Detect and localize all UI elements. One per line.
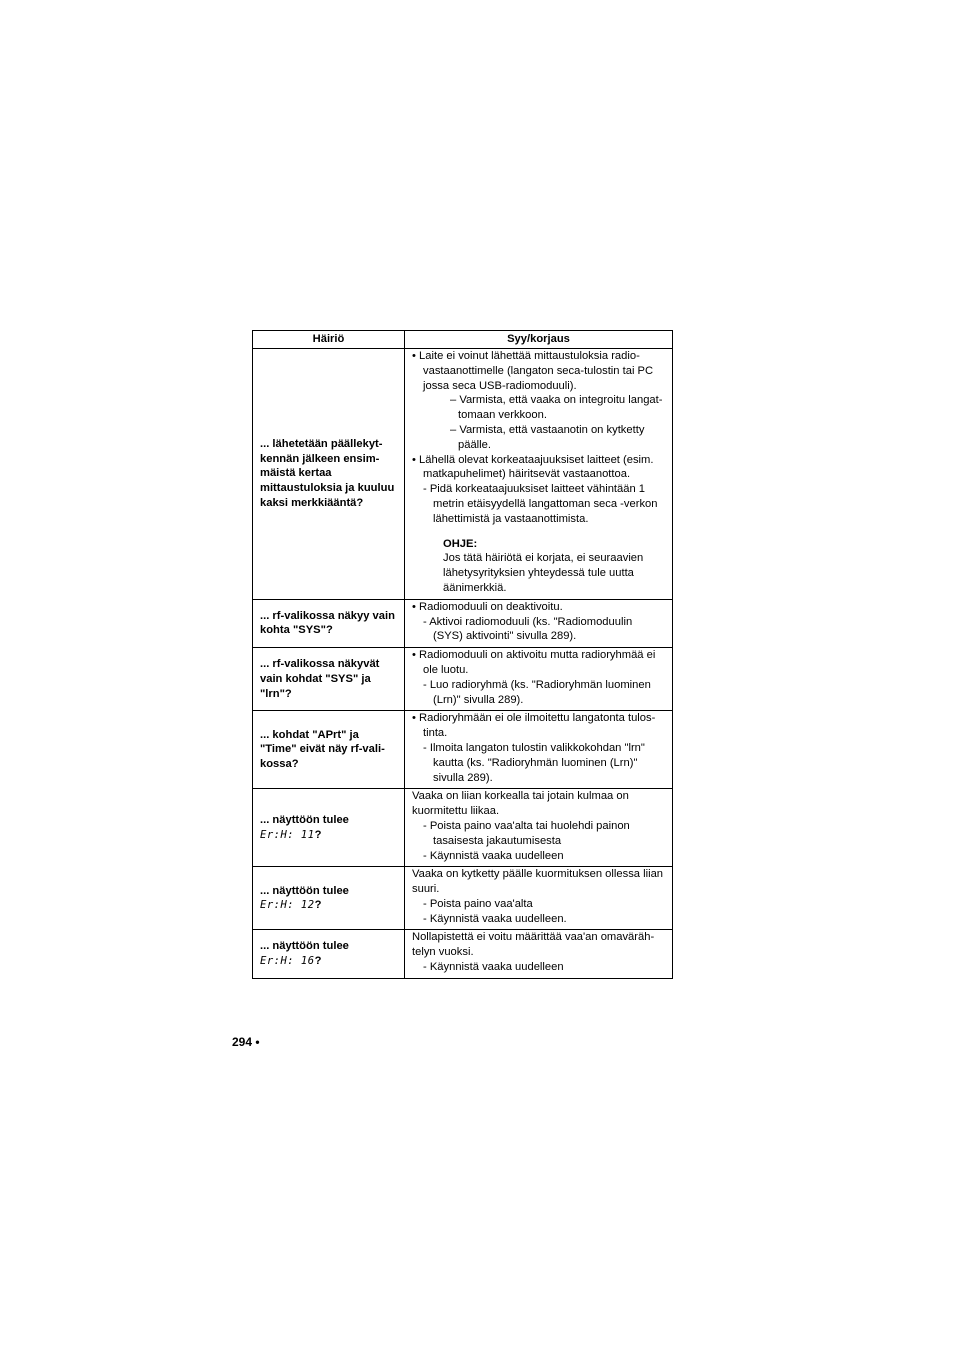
troubleshooting-table [252, 330, 673, 979]
bullet-item: • Radioryhmään ei ole ilmoitettu langatonta tulos- [412, 712, 656, 725]
note-text: Jos tätä häiriötä ei korjata, ei seuraavien [443, 552, 644, 565]
fault-text: ... rf-valikossa näkyy vain [260, 609, 395, 622]
fault-cell [253, 789, 405, 867]
table-header-row [253, 331, 673, 349]
fault-text: ... rf-valikossa näkyvät [260, 658, 380, 671]
bullet-item-cont: jossa seca USB-radiomoduuli). [423, 379, 577, 392]
sub-item: - Poista paino vaa'alta tai huolehdi painon [423, 819, 630, 832]
dash-item: – Varmista, että vaaka on integroitu langat- [450, 394, 663, 407]
bullet-item-cont: matkapuhelimet) häiritsevät vastaanottoa. [423, 468, 631, 481]
error-code: Er:H: 12 [260, 899, 315, 912]
fault-text: ... näyttöön tulee [260, 884, 349, 897]
table-row [253, 930, 673, 978]
sub-item-cont: kautta (ks. "Radioryhmän luominen (Lrn)" [433, 756, 638, 769]
fix-cell [405, 349, 673, 600]
fault-text: mäistä kertaa [260, 467, 332, 480]
fault-text: mittaustuloksia ja kuuluu [260, 482, 395, 495]
table-row [253, 648, 673, 711]
fix-cell [405, 648, 673, 711]
fault-code-line: Er:H: 16? [260, 955, 322, 968]
plain-text: telyn vuoksi. [412, 946, 474, 959]
header-fault: Häiriö [253, 331, 405, 349]
fault-code-line: Er:H: 11? [260, 828, 322, 841]
bullet-item: • Laite ei voinut lähettää mittaustuloksia radio- [412, 350, 640, 362]
plain-text: kuormitettu liikaa. [412, 805, 500, 818]
fault-cell [253, 349, 405, 600]
error-code: Er:H: 16 [260, 955, 315, 968]
fault-cell [253, 599, 405, 647]
dash-item-cont: tomaan verkkoon. [458, 409, 547, 422]
plain-text: Vaaka on liian korkealla tai jotain kulmaa on [412, 790, 629, 803]
plain-text: Nollapistettä ei voitu määrittää vaa'an omaväräh- [412, 931, 655, 944]
table-row [253, 711, 673, 789]
header-cause-fix: Syy/korjaus [405, 331, 673, 349]
bullet-item: • Radiomoduuli on aktivoitu mutta radioryhmää ei [412, 649, 656, 662]
sub-item: - Ilmoita langaton tulostin valikkokohdan "lrn" [423, 741, 645, 754]
sub-item-cont: tasaisesta jakautumisesta [433, 834, 562, 847]
fault-text: "lrn"? [260, 687, 292, 700]
bullet-item: • Radiomoduuli on deaktivoitu. [412, 600, 563, 613]
sub-item-cont: metrin etäisyydellä langattoman seca -verkon [433, 497, 658, 510]
fault-cell [253, 930, 405, 978]
fault-cell [253, 648, 405, 711]
error-code: Er:H: 11 [260, 828, 315, 841]
sub-item: - Käynnistä vaaka uudelleen. [423, 912, 567, 925]
bullet-item-cont: ole luotu. [423, 663, 469, 676]
fault-text: ... lähetetään päällekyt- [260, 437, 383, 450]
sub-item-cont: sivulla 289). [433, 771, 493, 784]
fix-cell [405, 711, 673, 789]
sub-item-cont: (Lrn)" sivulla 289). [433, 693, 524, 706]
bullet-item-cont: tinta. [423, 727, 448, 740]
table-row [253, 867, 673, 930]
sub-item: - Käynnistä vaaka uudelleen [423, 961, 564, 974]
table-row [253, 789, 673, 867]
fault-cell [253, 867, 405, 930]
fix-cell [405, 867, 673, 930]
fault-text: kossa? [260, 758, 299, 771]
bullet-item-cont: vastaanottimelle (langaton seca-tulostin tai PC [423, 364, 654, 377]
fault-text: kennän jälkeen ensim- [260, 452, 380, 465]
sub-item: - Pidä korkeataajuuksiset laitteet vähintään 1 [423, 483, 646, 496]
fix-cell [405, 789, 673, 867]
sub-item: - Luo radioryhmä (ks. "Radioryhmän luominen [423, 678, 651, 691]
plain-text: suuri. [412, 883, 440, 896]
fault-text: kaksi merkkiääntä? [260, 497, 364, 510]
plain-text: Vaaka on kytketty päälle kuormituksen ollessa liian [412, 868, 664, 881]
fault-text: kohta "SYS"? [260, 624, 333, 637]
sub-item-cont: (SYS) aktivointi" sivulla 289). [433, 630, 577, 643]
sub-item: - Poista paino vaa'alta [423, 897, 533, 910]
dash-item: – Varmista, että vastaanotin on kytketty [450, 423, 645, 436]
fix-cell [405, 599, 673, 647]
fault-text: ... näyttöön tulee [260, 940, 349, 953]
fault-text: ... kohdat "APrt" ja [260, 728, 359, 741]
fix-cell [405, 930, 673, 978]
note-text: lähetysyrityksien yhteydessä tule uutta [443, 567, 634, 580]
note-title: OHJE: [443, 537, 478, 550]
sub-item-cont: lähettimistä ja vastaanottimista. [433, 512, 589, 525]
table-row [253, 599, 673, 647]
table-row [253, 349, 673, 600]
dash-item-cont: päälle. [458, 438, 491, 451]
fault-cell [253, 711, 405, 789]
fault-text: "Time" eivät näy rf-vali- [260, 743, 385, 756]
note-text: äänimerkkiä. [443, 581, 507, 594]
fault-code-line: Er:H: 12? [260, 899, 322, 912]
bullet-item: • Lähellä olevat korkeataajuuksiset laitteet (esim. [412, 453, 654, 466]
sub-item: - Käynnistä vaaka uudelleen [423, 849, 564, 862]
fault-text: ... näyttöön tulee [260, 814, 349, 826]
page-number: 294 • [232, 1035, 260, 1049]
sub-item: - Aktivoi radiomoduuli (ks. "Radiomoduulin [423, 615, 633, 628]
fault-text: vain kohdat "SYS" ja [260, 672, 371, 685]
